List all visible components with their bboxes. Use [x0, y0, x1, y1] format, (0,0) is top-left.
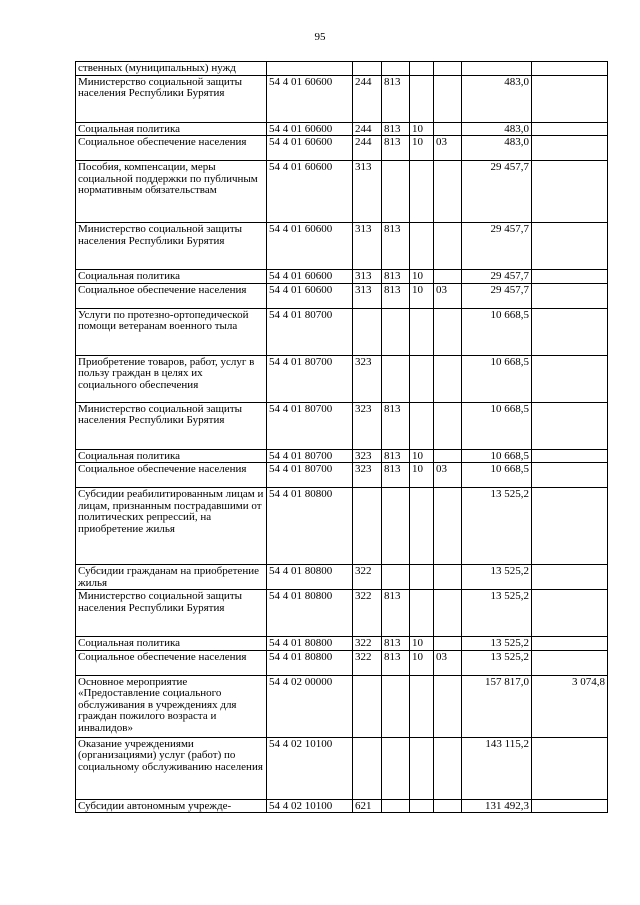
section-code-cell: 10 — [410, 650, 434, 675]
extra-amount-cell — [532, 449, 608, 463]
extra-amount-cell — [532, 650, 608, 675]
extra-amount-cell — [532, 62, 608, 76]
row-name-cell: Социальная политика — [76, 122, 267, 136]
section-code-cell — [410, 402, 434, 449]
amount-cell: 10 668,5 — [462, 449, 532, 463]
row-name-cell: Оказание учреждениями (организациями) услуг (работ) по социальному обслуживанию населения — [76, 737, 267, 799]
amount-cell: 29 457,7 — [462, 161, 532, 223]
section-code-cell: 10 — [410, 449, 434, 463]
section-code-cell: 10 — [410, 283, 434, 308]
extra-amount-cell — [532, 463, 608, 488]
subsection-code-cell: 03 — [434, 650, 462, 675]
subsection-code-cell — [434, 223, 462, 270]
expense-type-code-cell — [353, 737, 382, 799]
extra-amount-cell — [532, 122, 608, 136]
subsection-code-cell — [434, 308, 462, 355]
administrator-code-cell — [382, 675, 410, 737]
target-article-code-cell: 54 4 01 80700 — [267, 449, 353, 463]
target-article-code-cell: 54 4 01 80800 — [267, 637, 353, 651]
row-name-cell: Министерство социальной защиты населения Республики Бурятия — [76, 590, 267, 637]
extra-amount-cell — [532, 223, 608, 270]
row-name-cell: Социальное обеспечение населения — [76, 136, 267, 161]
expense-type-code-cell: 313 — [353, 270, 382, 284]
expense-type-code-cell: 323 — [353, 449, 382, 463]
row-name-cell: Основное мероприятие «Предоставление социального обслуживания в учреждениях для граждан пожилого возраста и инвалидов» — [76, 675, 267, 737]
target-article-code-cell: 54 4 02 00000 — [267, 675, 353, 737]
table-row — [76, 62, 608, 76]
row-name-cell: Приобретение товаров, работ, услуг в пользу граждан в целях их социального обеспечения — [76, 355, 267, 402]
table-row — [76, 675, 608, 737]
extra-amount-cell: 3 074,8 — [532, 675, 608, 737]
expense-type-code-cell: 244 — [353, 75, 382, 122]
table-row — [76, 122, 608, 136]
table-row — [76, 637, 608, 651]
subsection-code-cell — [434, 75, 462, 122]
administrator-code-cell: 813 — [382, 449, 410, 463]
administrator-code-cell — [382, 161, 410, 223]
amount-cell: 143 115,2 — [462, 737, 532, 799]
amount-cell: 13 525,2 — [462, 590, 532, 637]
row-name-cell: Министерство социальной защиты населения Республики Бурятия — [76, 223, 267, 270]
row-name-cell: Социальное обеспечение населения — [76, 283, 267, 308]
amount-cell — [462, 62, 532, 76]
amount-cell: 10 668,5 — [462, 355, 532, 402]
subsection-code-cell: 03 — [434, 463, 462, 488]
administrator-code-cell: 813 — [382, 402, 410, 449]
table-row — [76, 308, 608, 355]
subsection-code-cell — [434, 737, 462, 799]
administrator-code-cell — [382, 565, 410, 590]
expense-type-code-cell: 244 — [353, 122, 382, 136]
table-row — [76, 488, 608, 565]
expense-type-code-cell: 322 — [353, 650, 382, 675]
table-row — [76, 449, 608, 463]
extra-amount-cell — [532, 355, 608, 402]
subsection-code-cell — [434, 799, 462, 813]
section-code-cell — [410, 799, 434, 813]
administrator-code-cell: 813 — [382, 75, 410, 122]
table-row — [76, 283, 608, 308]
expense-type-code-cell — [353, 675, 382, 737]
section-code-cell — [410, 223, 434, 270]
row-name-cell: Субсидии реабилитированным лицам и лицам, признанным пострадавшими от политических репрессий, на приобретение жилья — [76, 488, 267, 565]
table-row — [76, 136, 608, 161]
amount-cell: 10 668,5 — [462, 308, 532, 355]
row-name-cell: ственных (муниципальных) нужд — [76, 62, 267, 76]
budget-table-body — [76, 62, 608, 813]
expense-type-code-cell: 244 — [353, 136, 382, 161]
amount-cell: 13 525,2 — [462, 650, 532, 675]
expense-type-code-cell: 313 — [353, 283, 382, 308]
row-name-cell: Услуги по протезно-ортопедической помощи ветеранам военного тыла — [76, 308, 267, 355]
section-code-cell — [410, 62, 434, 76]
administrator-code-cell: 813 — [382, 270, 410, 284]
administrator-code-cell: 813 — [382, 223, 410, 270]
extra-amount-cell — [532, 283, 608, 308]
subsection-code-cell — [434, 590, 462, 637]
extra-amount-cell — [532, 799, 608, 813]
table-row — [76, 75, 608, 122]
section-code-cell: 10 — [410, 463, 434, 488]
subsection-code-cell: 03 — [434, 136, 462, 161]
expense-type-code-cell: 621 — [353, 799, 382, 813]
amount-cell: 131 492,3 — [462, 799, 532, 813]
target-article-code-cell: 54 4 01 80700 — [267, 463, 353, 488]
subsection-code-cell — [434, 161, 462, 223]
target-article-code-cell: 54 4 01 80800 — [267, 590, 353, 637]
administrator-code-cell: 813 — [382, 283, 410, 308]
section-code-cell — [410, 737, 434, 799]
expense-type-code-cell: 313 — [353, 223, 382, 270]
amount-cell: 29 457,7 — [462, 270, 532, 284]
target-article-code-cell — [267, 62, 353, 76]
extra-amount-cell — [532, 308, 608, 355]
subsection-code-cell — [434, 122, 462, 136]
table-row — [76, 223, 608, 270]
table-row — [76, 161, 608, 223]
section-code-cell — [410, 488, 434, 565]
amount-cell: 29 457,7 — [462, 223, 532, 270]
section-code-cell: 10 — [410, 637, 434, 651]
administrator-code-cell — [382, 62, 410, 76]
subsection-code-cell — [434, 637, 462, 651]
subsection-code-cell — [434, 675, 462, 737]
amount-cell: 13 525,2 — [462, 637, 532, 651]
row-name-cell: Субсидии автономным учрежде- — [76, 799, 267, 813]
expense-type-code-cell: 323 — [353, 355, 382, 402]
amount-cell: 483,0 — [462, 122, 532, 136]
table-row — [76, 355, 608, 402]
section-code-cell — [410, 75, 434, 122]
section-code-cell — [410, 355, 434, 402]
amount-cell: 157 817,0 — [462, 675, 532, 737]
row-name-cell: Социальная политика — [76, 270, 267, 284]
page-number: 95 — [314, 31, 326, 43]
expense-type-code-cell — [353, 488, 382, 565]
row-name-cell: Субсидии гражданам на приобретение жилья — [76, 565, 267, 590]
amount-cell: 483,0 — [462, 136, 532, 161]
extra-amount-cell — [532, 488, 608, 565]
administrator-code-cell: 813 — [382, 136, 410, 161]
section-code-cell — [410, 565, 434, 590]
extra-amount-cell — [532, 637, 608, 651]
row-name-cell: Министерство социальной защиты населения Республики Бурятия — [76, 402, 267, 449]
expense-type-code-cell — [353, 62, 382, 76]
row-name-cell: Социальное обеспечение населения — [76, 650, 267, 675]
target-article-code-cell: 54 4 01 80700 — [267, 355, 353, 402]
administrator-code-cell — [382, 355, 410, 402]
amount-cell: 29 457,7 — [462, 283, 532, 308]
row-name-cell: Министерство социальной защиты населения Республики Бурятия — [76, 75, 267, 122]
table-row — [76, 402, 608, 449]
extra-amount-cell — [532, 565, 608, 590]
administrator-code-cell: 813 — [382, 463, 410, 488]
table-row — [76, 463, 608, 488]
table-row — [76, 650, 608, 675]
target-article-code-cell: 54 4 01 80800 — [267, 650, 353, 675]
table-row — [76, 565, 608, 590]
row-name-cell: Социальная политика — [76, 449, 267, 463]
subsection-code-cell — [434, 355, 462, 402]
target-article-code-cell: 54 4 01 60600 — [267, 136, 353, 161]
table-row — [76, 270, 608, 284]
administrator-code-cell: 813 — [382, 122, 410, 136]
target-article-code-cell: 54 4 02 10100 — [267, 737, 353, 799]
target-article-code-cell: 54 4 01 60600 — [267, 75, 353, 122]
section-code-cell: 10 — [410, 270, 434, 284]
subsection-code-cell — [434, 62, 462, 76]
subsection-code-cell — [434, 270, 462, 284]
target-article-code-cell: 54 4 01 60600 — [267, 223, 353, 270]
section-code-cell: 10 — [410, 122, 434, 136]
expense-type-code-cell — [353, 308, 382, 355]
subsection-code-cell — [434, 449, 462, 463]
target-article-code-cell: 54 4 01 80700 — [267, 308, 353, 355]
extra-amount-cell — [532, 737, 608, 799]
amount-cell: 483,0 — [462, 75, 532, 122]
target-article-code-cell: 54 4 02 10100 — [267, 799, 353, 813]
subsection-code-cell — [434, 488, 462, 565]
administrator-code-cell: 813 — [382, 650, 410, 675]
section-code-cell: 10 — [410, 136, 434, 161]
expense-type-code-cell: 322 — [353, 590, 382, 637]
table-row — [76, 737, 608, 799]
section-code-cell — [410, 308, 434, 355]
row-name-cell: Социальное обеспечение населения — [76, 463, 267, 488]
row-name-cell: Социальная политика — [76, 637, 267, 651]
row-name-cell: Пособия, компенсации, меры социальной поддержки по публичным нормативным обязательствам — [76, 161, 267, 223]
target-article-code-cell: 54 4 01 80800 — [267, 488, 353, 565]
target-article-code-cell: 54 4 01 60600 — [267, 122, 353, 136]
expense-type-code-cell: 313 — [353, 161, 382, 223]
amount-cell: 10 668,5 — [462, 402, 532, 449]
section-code-cell — [410, 161, 434, 223]
subsection-code-cell — [434, 402, 462, 449]
target-article-code-cell: 54 4 01 60600 — [267, 161, 353, 223]
expense-type-code-cell: 322 — [353, 637, 382, 651]
budget-table — [75, 61, 608, 813]
extra-amount-cell — [532, 270, 608, 284]
target-article-code-cell: 54 4 01 80700 — [267, 402, 353, 449]
expense-type-code-cell: 322 — [353, 565, 382, 590]
section-code-cell — [410, 590, 434, 637]
administrator-code-cell: 813 — [382, 590, 410, 637]
amount-cell: 10 668,5 — [462, 463, 532, 488]
expense-type-code-cell: 323 — [353, 402, 382, 449]
extra-amount-cell — [532, 161, 608, 223]
administrator-code-cell — [382, 799, 410, 813]
administrator-code-cell — [382, 488, 410, 565]
amount-cell: 13 525,2 — [462, 488, 532, 565]
target-article-code-cell: 54 4 01 60600 — [267, 283, 353, 308]
extra-amount-cell — [532, 402, 608, 449]
administrator-code-cell: 813 — [382, 637, 410, 651]
section-code-cell — [410, 675, 434, 737]
table-row — [76, 799, 608, 813]
amount-cell: 13 525,2 — [462, 565, 532, 590]
target-article-code-cell: 54 4 01 60600 — [267, 270, 353, 284]
extra-amount-cell — [532, 136, 608, 161]
subsection-code-cell: 03 — [434, 283, 462, 308]
extra-amount-cell — [532, 590, 608, 637]
table-row — [76, 590, 608, 637]
administrator-code-cell — [382, 308, 410, 355]
expense-type-code-cell: 323 — [353, 463, 382, 488]
target-article-code-cell: 54 4 01 80800 — [267, 565, 353, 590]
administrator-code-cell — [382, 737, 410, 799]
subsection-code-cell — [434, 565, 462, 590]
extra-amount-cell — [532, 75, 608, 122]
